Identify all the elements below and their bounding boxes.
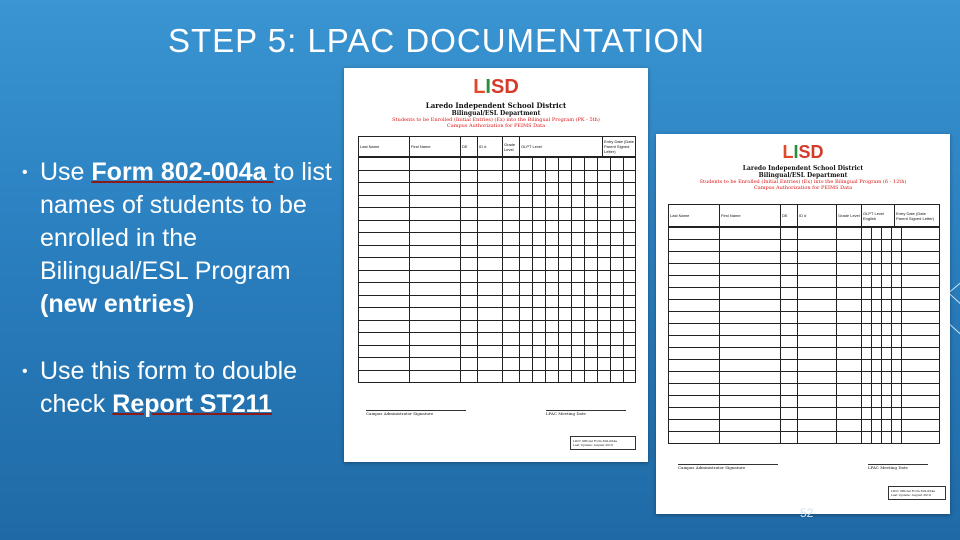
form-row [669, 384, 940, 396]
slide-number: 52 [800, 506, 814, 520]
form-subtitle-2: Campus Authorization for PEIMS Data [446, 123, 546, 129]
column-header: ID # [798, 205, 837, 227]
form-row [359, 370, 636, 383]
meeting-date-line: LPAC Meeting Date [546, 410, 626, 416]
form-row [669, 252, 940, 264]
form-table-wrap [668, 204, 940, 444]
department-name: Bilingual/ESL Department [758, 172, 848, 179]
column-header: First Name [720, 205, 781, 227]
report-st211-link[interactable]: Report ST211 [112, 390, 273, 418]
form-grid [358, 157, 636, 383]
column-header: ID # [478, 137, 503, 157]
form-row [669, 336, 940, 348]
form-row [669, 324, 940, 336]
bullet-text-part: Use [40, 158, 92, 186]
column-header: OLPT Level English [862, 205, 895, 227]
form-row [359, 245, 636, 258]
form-image-elementary [344, 68, 648, 462]
bullet-text-part: Use this form to double check [40, 357, 298, 418]
form-row [359, 320, 636, 333]
form-row [359, 170, 636, 183]
column-header: Entry Date (Date Parent Signed Letter) [895, 205, 940, 227]
admin-signature-line: Campus Administrator Signature [366, 410, 466, 416]
form-image-secondary [656, 134, 950, 514]
stamp-line: LIDC Official Form 802-004a [573, 439, 617, 443]
form-row [359, 345, 636, 358]
form-row [359, 333, 636, 346]
stamp-line: Last Update: August 2019 [891, 493, 931, 497]
form-row [669, 276, 940, 288]
bullet-text [40, 355, 342, 421]
form-row [669, 360, 940, 372]
column-header: Entry Date (Date Parent Signed Letter) [603, 137, 636, 157]
signature-row [366, 410, 626, 416]
form-row [359, 183, 636, 196]
form-row [359, 308, 636, 321]
form-row [669, 408, 940, 420]
form-row [669, 312, 940, 324]
bullet-text [40, 156, 342, 321]
signature-row [678, 464, 928, 470]
form-table [358, 136, 636, 157]
form-row [669, 228, 940, 240]
form-row [669, 420, 940, 432]
stamp-line: Last Update: August 2019 [573, 443, 613, 447]
form-rows [358, 157, 636, 383]
bullet-text-part: to list names of students to be enrolled in the Bilingual/ESL Program [40, 158, 332, 285]
form-row [359, 220, 636, 233]
column-header: OLPT Level [520, 137, 603, 157]
form-row [669, 432, 940, 444]
bullet-item [22, 156, 342, 321]
form-row [669, 240, 940, 252]
column-header: Grade Level [837, 205, 862, 227]
form-row [669, 288, 940, 300]
column-header: DE [781, 205, 798, 227]
form-row [669, 264, 940, 276]
form-row [359, 195, 636, 208]
column-header: First Name [410, 137, 461, 157]
column-header: Last Name [669, 205, 720, 227]
form-table [668, 204, 940, 227]
stamp-line: LIDC Official Form 802-004a [891, 489, 935, 493]
form-stamp [888, 486, 946, 500]
form-row [669, 396, 940, 408]
slide-title: STEP 5: LPAC DOCUMENTATION [168, 22, 705, 59]
bullet-marker: • [22, 164, 28, 181]
form-row [359, 158, 636, 171]
meeting-date-line: LPAC Meeting Date [868, 464, 928, 470]
department-name: Bilingual/ESL Department [451, 110, 541, 117]
form-row [669, 372, 940, 384]
column-header: Last Name [359, 137, 410, 157]
form-row [669, 348, 940, 360]
form-subtitle-2: Campus Authorization for PEIMS Data [753, 185, 853, 191]
form-subtitle: Students to be Enrolled (Initial Entries) (Ex) into the Bilingual Program (6 - 12th) [699, 179, 907, 185]
form-rows [668, 227, 940, 444]
form-row [359, 258, 636, 271]
form-row [359, 270, 636, 283]
form-stamp [570, 436, 636, 450]
form-row [359, 208, 636, 221]
lisd-logo: LISD [473, 76, 519, 98]
form-row [359, 233, 636, 246]
form-row [359, 358, 636, 371]
form-row [359, 295, 636, 308]
form-row [359, 283, 636, 296]
bullet-marker: • [22, 363, 28, 380]
form-grid [668, 227, 940, 444]
form-table-wrap [358, 136, 636, 383]
district-name: Laredo Independent School District [742, 165, 864, 172]
lisd-logo: LISD [782, 142, 824, 162]
column-header: DE [461, 137, 478, 157]
bullet-item [22, 355, 342, 421]
bullet-list [22, 156, 342, 455]
form-subtitle: Students to be Enrolled (Initial Entries) (Ex) into the Bilingual Program (PK - 5th) [392, 117, 600, 123]
bullet-bold-text: (new entries) [40, 290, 195, 318]
admin-signature-line: Campus Administrator Signature [678, 464, 778, 470]
form-802-004a-link[interactable]: Form 802-004a [91, 158, 274, 186]
form-row [669, 300, 940, 312]
district-name: Laredo Independent School District [425, 101, 567, 110]
column-header: Grade Level [503, 137, 520, 157]
